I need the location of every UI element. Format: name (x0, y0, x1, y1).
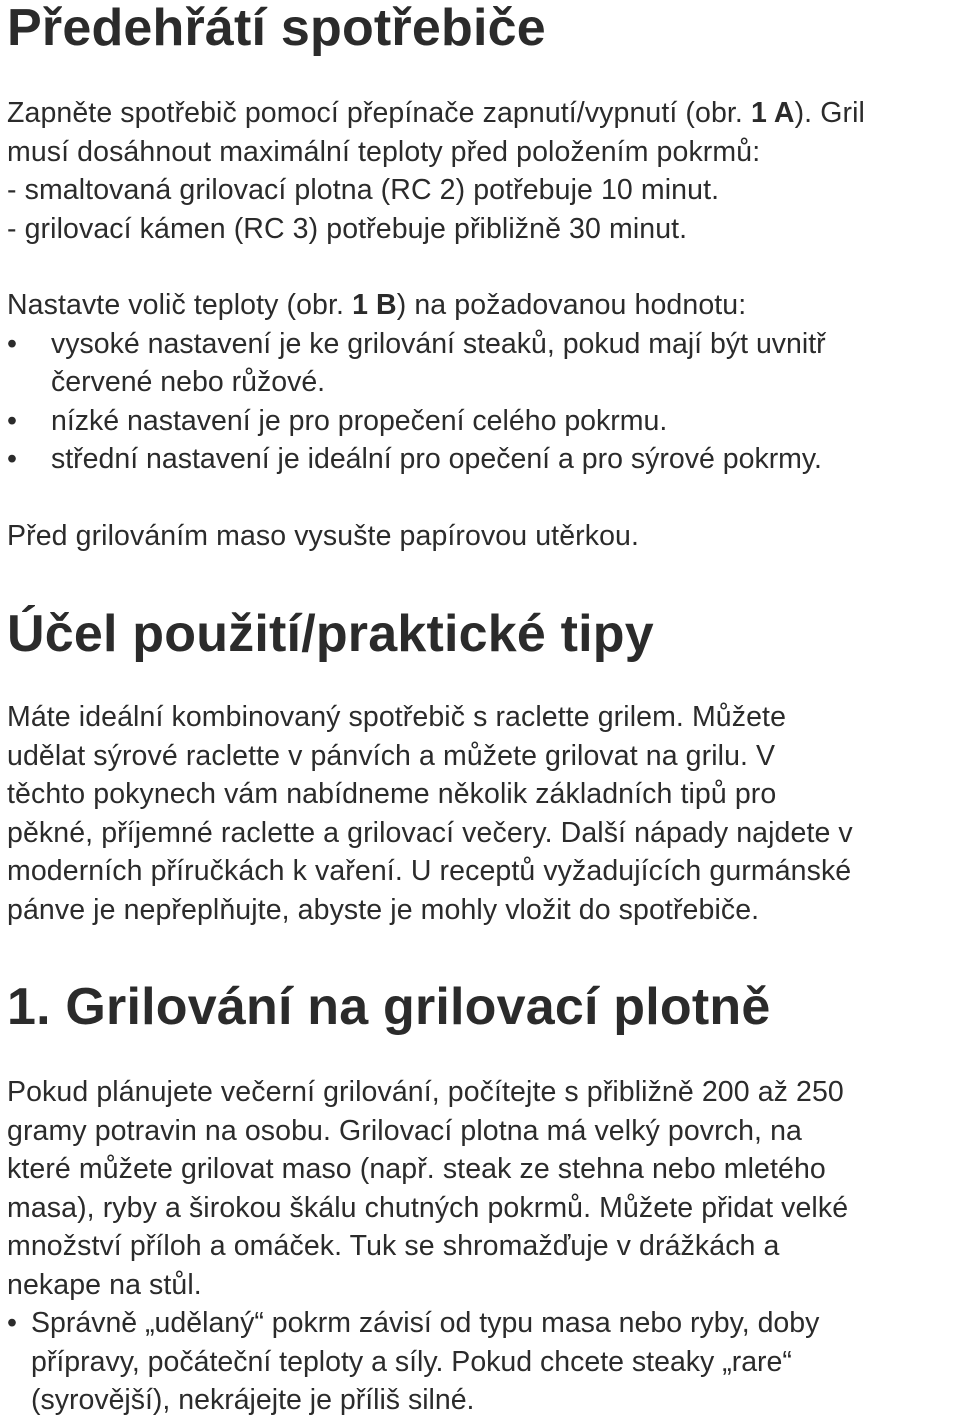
list-item-text: vysoké nastavení je ke grilování steaků, pokud mají být uvnitř (51, 327, 826, 360)
intro-text-end: ). Gril (794, 97, 865, 129)
list-item (7, 1304, 848, 1343)
list-item-continuation (7, 1343, 848, 1382)
temperature-bullet-list (7, 325, 826, 479)
preheat-instructions (7, 94, 865, 248)
list-item-text: červené nebo růžové. (51, 366, 326, 398)
bullet-icon: • (7, 327, 17, 360)
purpose-paragraph (7, 698, 853, 929)
paragraph-line: které můžete grilovat maso (např. steak ze stehna nebo mletého (7, 1153, 826, 1185)
temperature-settings (7, 286, 826, 479)
list-item-text: Správně „udělaný“ pokrm závisí od typu masa nebo ryby, doby (31, 1307, 820, 1339)
heading-grill-plate: 1. Grilování na grilovací plotně (7, 978, 771, 1036)
list-item-continuation (7, 1381, 848, 1420)
paragraph-line: pánve je nepřeplňujte, abyste je mohly vložit do spotřebiče. (7, 893, 760, 926)
intro-text: Zapněte spotřebič pomocí přepínače zapnutí/vypnutí (obr. (7, 97, 751, 129)
preheat-line-2: musí dosáhnout maximální teploty před položením pokrmů: (7, 135, 761, 168)
preheat-line-3: - smaltovaná grilovací plotna (RC 2) potřebuje 10 minut. (7, 174, 720, 206)
bullet-icon: • (7, 404, 17, 437)
paragraph-line: moderních příručkách k vaření. U receptů vyžadujících gurmánské (7, 855, 852, 887)
temp-text-end: ) na požadovanou hodnotu: (396, 289, 747, 321)
dry-meat-note: Před grilováním maso vysušte papírovou utěrkou. (7, 520, 640, 552)
list-item-continuation (7, 363, 826, 402)
grill-paragraph (7, 1073, 848, 1420)
paragraph-line: gramy potravin na osobu. Grilovací plotna má velký povrch, na (7, 1114, 802, 1147)
heading-purpose-tips: Účel použití/praktické tipy (7, 605, 654, 663)
heading-preheat: Předehřátí spotřebiče (7, 0, 546, 57)
preheat-line-4: - grilovací kámen (RC 3) potřebuje přibližně 30 minut. (7, 212, 688, 245)
paragraph-line: nekape na stůl. (7, 1268, 202, 1301)
figure-ref-1a: 1 A (750, 97, 795, 129)
bullet-icon: • (7, 1307, 17, 1339)
temp-text: Nastavte volič teploty (obr. (7, 289, 353, 321)
temperature-intro-line (7, 286, 826, 325)
paragraph-line: těchto pokynech vám nabídneme několik základních tipů pro (7, 778, 777, 810)
list-item-text: přípravy, počáteční teploty a síly. Pokud chcete steaky „rare“ (31, 1345, 792, 1378)
paragraph-line: masa), ryby a širokou škálu chutných pokrmů. Můžete přidat velké (7, 1191, 849, 1224)
list-item (7, 440, 826, 479)
paragraph-line: množství příloh a omáček. Tuk se shromažďuje v drážkách a (7, 1230, 780, 1262)
paragraph-line: udělat sýrové raclette v pánvích a můžete grilovat na grilu. V (7, 739, 776, 772)
paragraph-line: Máte ideální kombinovaný spotřebič s raclette grilem. Můžete (7, 701, 787, 733)
bullet-icon: • (7, 443, 17, 475)
list-item (7, 325, 826, 364)
figure-ref-1b: 1 B (352, 289, 397, 321)
list-item-text: střední nastavení je ideální pro opečení a pro sýrové pokrmy. (51, 443, 822, 475)
paragraph-line: Pokud plánujete večerní grilování, počítejte s přibližně 200 až 250 (7, 1076, 844, 1108)
list-item-text: nízké nastavení je pro propečení celého pokrmu. (51, 404, 668, 437)
preheat-intro-line (7, 94, 865, 133)
list-item-text: (syrovější), nekrájejte je příliš silné. (31, 1384, 475, 1416)
list-item (7, 402, 826, 441)
paragraph-line: pěkné, příjemné raclette a grilovací večery. Další nápady najdete v (7, 816, 853, 849)
grill-bullet-list (7, 1304, 848, 1420)
